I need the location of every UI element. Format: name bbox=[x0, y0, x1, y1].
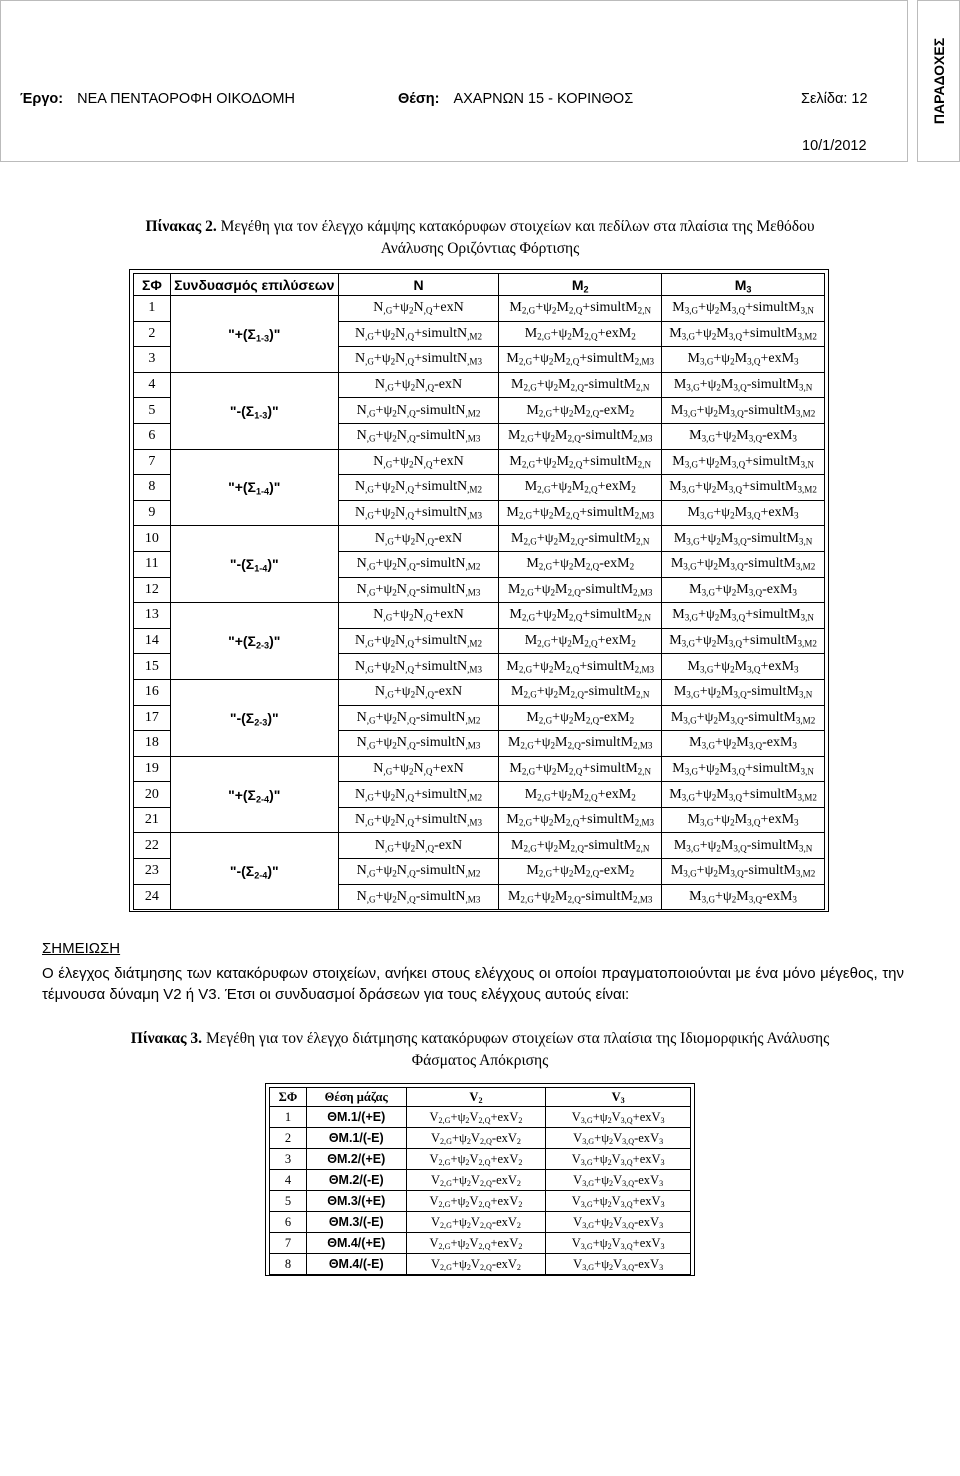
mass-position: ΘΜ.3/(-Ε) bbox=[306, 1212, 406, 1233]
table2-caption-line2: Ανάλυσης Οριζόντιας Φόρτισης bbox=[380, 240, 580, 257]
sf-number: 13 bbox=[134, 603, 171, 629]
mass-position: ΘΜ.4/(-Ε) bbox=[306, 1254, 406, 1275]
header-date: 10/1/2012 bbox=[802, 138, 867, 154]
sf-number: 8 bbox=[270, 1254, 307, 1275]
m2-formula: $M_{2,G}+\psi_2M_{2,Q}-simultM_{2,M3}$ bbox=[499, 731, 662, 757]
sf-number: 2 bbox=[270, 1128, 307, 1149]
n-formula: $N_{,G}+\psi_2N_{,Q}-simultN_{,M3}$ bbox=[338, 423, 499, 449]
sf-number: 1 bbox=[134, 296, 171, 322]
project-label: Έργο: bbox=[20, 91, 64, 107]
v2-formula: $V_{2,G}+\psi_2V_{2,Q}-exV_2$ bbox=[406, 1170, 546, 1191]
m2-formula: $M_{2,G}+\psi_2M_{2,Q}+exM_2$ bbox=[499, 321, 662, 347]
table2-row bbox=[134, 603, 825, 629]
combination-group: "$-(\Sigma_{1-4})$" bbox=[170, 526, 338, 603]
m3-formula: $M_{3,G}+\psi_2M_{3,Q}-simultM_{3,N}$ bbox=[662, 526, 825, 552]
m3-formula: $M_{3,G}+\psi_2M_{3,Q}+simultM_{3,N}$ bbox=[662, 449, 825, 475]
table2-row bbox=[134, 449, 825, 475]
mass-position: ΘΜ.3/(+Ε) bbox=[306, 1191, 406, 1212]
m3-formula: $M_{3,G}+\psi_2M_{3,Q}+simultM_{3,M2}$ bbox=[662, 475, 825, 501]
table2-row bbox=[134, 756, 825, 782]
project-value: ΝΕΑ ΠΕΝΤΑΟΡΟΦΗ ΟΙΚΟΔΟΜΗ bbox=[77, 91, 295, 107]
n-formula: $N_{,G}+\psi_2N_{,Q}+exN$ bbox=[338, 296, 499, 322]
n-formula: $N_{,G}+\psi_2N_{,Q}$-exN bbox=[338, 372, 499, 398]
v3-formula: $V_{3,G}+\psi_2V_{3,Q}+exV_3$ bbox=[546, 1233, 691, 1254]
combination-group: "$-(\Sigma_{2-3})$" bbox=[170, 679, 338, 756]
m3-formula: $M_{3,G}+\psi_2M_{3,Q}+exM_3$ bbox=[662, 654, 825, 680]
note-text: Ο έλεγχος διάτμησης των κατακόρυφων στοιχείων, ανήκει στους ελέγχους οι οποίοι πραγματοποιούνται με ένα μόνο μέγεθος, την τέμνουσα δύναμη V2 ή V3. Έτσι οι συνδυασμοί δράσεων για τους ελέγχους αυτούς είναι: bbox=[42, 965, 904, 1003]
m3-formula: $M_{3,G}+\psi_2M_{3,Q}+simultM_{3,N}$ bbox=[662, 756, 825, 782]
table3-caption-line1: Μεγέθη για τον έλεγχο διάτμησης κατακόρυφων στοιχείων στα πλαίσια της Ιδιομορφικής Ανάλυσης bbox=[202, 1030, 830, 1047]
combination-group: "$+(\Sigma_{1-4})$" bbox=[170, 449, 338, 526]
sf-number: 3 bbox=[270, 1149, 307, 1170]
n-formula: $N_{,G}+\psi_2N_{,Q}+simultN_{,M2}$ bbox=[338, 782, 499, 808]
m2-formula: $M_{2,G}+\psi_2M_{2,Q}+exM_2$ bbox=[499, 628, 662, 654]
m2-formula: $M_{2,G}+\psi_2M_{2,Q}-simultM_{2,M3}$ bbox=[499, 423, 662, 449]
location-field bbox=[398, 91, 633, 107]
n-formula: $N_{,G}+\psi_2N_{,Q}+exN$ bbox=[338, 603, 499, 629]
table3-row bbox=[270, 1233, 691, 1254]
n-formula: $N_{,G}+\psi_2N_{,Q}-simultN_{,M2}$ bbox=[338, 859, 499, 885]
table2-caption-label: Πίνακας 2. bbox=[145, 218, 217, 235]
n-formula: $N_{,G}+\psi_2N_{,Q}-simultN_{,M3}$ bbox=[338, 884, 499, 910]
m2-formula: $M_{2,G}+\psi_2M_{2,Q}-simultM_{2,N}$ bbox=[499, 372, 662, 398]
sf-number: 9 bbox=[134, 500, 171, 526]
n-formula: $N_{,G}+\psi_2N_{,Q}$-exN bbox=[338, 526, 499, 552]
location-label: Θέση: bbox=[398, 91, 440, 107]
table2-row bbox=[134, 372, 825, 398]
sf-number: 20 bbox=[134, 782, 171, 808]
m3-formula: $M_{3,G}+\psi_2M_{3,Q}-simultM_{3,N}$ bbox=[662, 372, 825, 398]
m3-formula: $M_{3,G}+\psi_2M_{3,Q}-simultM_{3,M2}$ bbox=[662, 398, 825, 424]
m3-formula: $M_{3,G}+\psi_2M_{3,Q}-exM_3$ bbox=[662, 577, 825, 603]
sf-number: 2 bbox=[134, 321, 171, 347]
note-title: ΣΗΜΕΙΩΣΗ bbox=[42, 940, 121, 957]
m3-formula: $M_{3,G}+\psi_2M_{3,Q}-simultM_{3,N}$ bbox=[662, 679, 825, 705]
table3-row bbox=[270, 1212, 691, 1233]
m2-formula: $M_{2,G}+\psi_2M_{2,Q}+simultM_{2,M3}$ bbox=[499, 807, 662, 833]
n-formula: $N_{,G}+\psi_2N_{,Q}+simultN_{,M2}$ bbox=[338, 475, 499, 501]
v2-formula: $V_{2,G}+\psi_2V_{2,Q}-exV_2$ bbox=[406, 1128, 546, 1149]
page-header bbox=[0, 0, 908, 162]
n-formula: $N_{,G}+\psi_2N_{,Q}+simultN_{,M3}$ bbox=[338, 347, 499, 373]
sf-number: 15 bbox=[134, 654, 171, 680]
combination-group: "$+(\Sigma_{2-3})$" bbox=[170, 603, 338, 680]
location-value: ΑΧΑΡΝΩΝ 15 - ΚΟΡΙΝΘΟΣ bbox=[453, 91, 634, 107]
sf-number: 14 bbox=[134, 628, 171, 654]
m2-formula: $M_{2,G}+\psi_2M_{2,Q}+simultM_{2,N}$ bbox=[499, 296, 662, 322]
mass-position: ΘΜ.1/(+Ε) bbox=[306, 1107, 406, 1128]
m2-formula: $M_{2,G}+\psi_2M_{2,Q}-simultM_{2,N}$ bbox=[499, 679, 662, 705]
m2-formula: $M_{2,G}+\psi_2M_{2,Q}+exM_2$ bbox=[499, 782, 662, 808]
combination-group: "$+(\Sigma_{2-4})$" bbox=[170, 756, 338, 833]
col-header-n: N bbox=[338, 274, 499, 296]
sf-number: 8 bbox=[134, 475, 171, 501]
m3-formula: $M_{3,G}+\psi_2M_{3,Q}+simultM_{3,M2}$ bbox=[662, 321, 825, 347]
table3-row bbox=[270, 1149, 691, 1170]
v3-formula: $V_{3,G}+\psi_2V_{3,Q}-exV_3$ bbox=[546, 1254, 691, 1275]
col-header-combination: Συνδυασμός επιλύσεων bbox=[170, 274, 338, 296]
m3-formula: $M_{3,G}+\psi_2M_{3,Q}-simultM_{3,M2}$ bbox=[662, 705, 825, 731]
table3-caption bbox=[0, 1030, 960, 1070]
m2-formula: $M_{2,G}+\psi_2M_{2,Q}+exM_2$ bbox=[499, 475, 662, 501]
note-body bbox=[42, 963, 904, 1005]
m3-formula: $M_{3,G}+\psi_2M_{3,Q}-exM_3$ bbox=[662, 423, 825, 449]
n-formula: $N_{,G}+\psi_2N_{,Q}-simultN_{,M3}$ bbox=[338, 577, 499, 603]
m2-formula: $M_{2,G}+\psi_2M_{2,Q}+simultM_{2,M3}$ bbox=[499, 347, 662, 373]
table3-caption-label: Πίνακας 3. bbox=[130, 1030, 203, 1047]
v2-formula: $V_{2,G}+\psi_2V_{2,Q}-exV_2$ bbox=[406, 1254, 546, 1275]
sf-number: 21 bbox=[134, 807, 171, 833]
v3-formula: $V_{3,G}+\psi_2V_{3,Q}-exV_3$ bbox=[546, 1212, 691, 1233]
m3-formula: $M_{3,G}+\psi_2M_{3,Q}-simultM_{3,N}$ bbox=[662, 833, 825, 859]
sf-number: 5 bbox=[270, 1191, 307, 1212]
m3-formula: $M_{3,G}+\psi_2M_{3,Q}+exM_3$ bbox=[662, 500, 825, 526]
m3-formula: $M_{3,G}+\psi_2M_{3,Q}+exM_3$ bbox=[662, 807, 825, 833]
table3-row bbox=[270, 1128, 691, 1149]
mass-position: ΘΜ.4/(+Ε) bbox=[306, 1233, 406, 1254]
n-formula: $N_{,G}+\psi_2N_{,Q}+simultN_{,M2}$ bbox=[338, 321, 499, 347]
sf-number: 3 bbox=[134, 347, 171, 373]
col-header-m3: $M_3$ bbox=[662, 274, 825, 296]
table2-row bbox=[134, 296, 825, 322]
m3-formula: $M_{3,G}+\psi_2M_{3,Q}-simultM_{3,M2}$ bbox=[662, 551, 825, 577]
n-formula: $N_{,G}+\psi_2N_{,Q}+simultN_{,M3}$ bbox=[338, 654, 499, 680]
sf-number: 16 bbox=[134, 679, 171, 705]
v2-formula: $V_{2,G}+\psi_2V_{2,Q}+exV_2$ bbox=[406, 1191, 546, 1212]
m2-formula: $M_{2,G}+\psi_2M_{2,Q}+simultM_{2,N}$ bbox=[499, 449, 662, 475]
sf-number: 11 bbox=[134, 551, 171, 577]
col-header-sf: ΣΦ bbox=[270, 1088, 307, 1107]
col-header-sf: ΣΦ bbox=[134, 274, 171, 296]
m2-formula: $M_{2,G}+\psi_2M_{2,Q}-exM_2$ bbox=[499, 551, 662, 577]
page-number: Σελίδα: 12 bbox=[801, 91, 868, 107]
table3-row bbox=[270, 1107, 691, 1128]
m3-formula: $M_{3,G}+\psi_2M_{3,Q}+exM_3$ bbox=[662, 347, 825, 373]
m3-formula: $M_{3,G}+\psi_2M_{3,Q}-simultM_{3,M2}$ bbox=[662, 859, 825, 885]
sf-number: 22 bbox=[134, 833, 171, 859]
n-formula: $N_{,G}+\psi_2N_{,Q}$-exN bbox=[338, 679, 499, 705]
v3-formula: $V_{3,G}+\psi_2V_{3,Q}+exV_3$ bbox=[546, 1149, 691, 1170]
n-formula: $N_{,G}+\psi_2N_{,Q}+exN$ bbox=[338, 756, 499, 782]
m2-formula: $M_{2,G}+\psi_2M_{2,Q}-simultM_{2,M3}$ bbox=[499, 884, 662, 910]
table2-row bbox=[134, 833, 825, 859]
table3-caption-line2: Φάσματος Απόκρισης bbox=[411, 1052, 549, 1069]
table3-header-row bbox=[270, 1088, 691, 1107]
col-header-v3: $V_3$ bbox=[546, 1088, 691, 1107]
table3-row bbox=[270, 1191, 691, 1212]
v3-formula: $V_{3,G}+\psi_2V_{3,Q}-exV_3$ bbox=[546, 1128, 691, 1149]
sf-number: 19 bbox=[134, 756, 171, 782]
n-formula: $N_{,G}+\psi_2N_{,Q}-simultN_{,M2}$ bbox=[338, 551, 499, 577]
v3-formula: $V_{3,G}+\psi_2V_{3,Q}+exV_3$ bbox=[546, 1191, 691, 1212]
combination-group: "$+(\Sigma_{1-3})$" bbox=[170, 296, 338, 373]
mass-position: ΘΜ.2/(-Ε) bbox=[306, 1170, 406, 1191]
n-formula: $N_{,G}+\psi_2N_{,Q}-simultN_{,M2}$ bbox=[338, 398, 499, 424]
sf-number: 4 bbox=[270, 1170, 307, 1191]
col-header-v2: $V_2$ bbox=[406, 1088, 546, 1107]
m3-formula: $M_{3,G}+\psi_2M_{3,Q}+simultM_{3,M2}$ bbox=[662, 628, 825, 654]
n-formula: $N_{,G}+\psi_2N_{,Q}$-exN bbox=[338, 833, 499, 859]
m2-formula: $M_{2,G}+\psi_2M_{2,Q}+simultM_{2,N}$ bbox=[499, 603, 662, 629]
table2-header-row bbox=[134, 274, 825, 296]
m2-formula: $M_{2,G}+\psi_2M_{2,Q}-simultM_{2,M3}$ bbox=[499, 577, 662, 603]
m3-formula: $M_{3,G}+\psi_2M_{3,Q}+simultM_{3,N}$ bbox=[662, 296, 825, 322]
mass-position: ΘΜ.1/(-Ε) bbox=[306, 1128, 406, 1149]
section-tab-label: ΠΑΡΑΔΟΧΕΣ bbox=[930, 37, 947, 125]
m3-formula: $M_{3,G}+\psi_2M_{3,Q}+simultM_{3,M2}$ bbox=[662, 782, 825, 808]
n-formula: $N_{,G}+\psi_2N_{,Q}-simultN_{,M3}$ bbox=[338, 731, 499, 757]
section-tab bbox=[917, 0, 960, 162]
m2-formula: $M_{2,G}+\psi_2M_{2,Q}+simultM_{2,N}$ bbox=[499, 756, 662, 782]
n-formula: $N_{,G}+\psi_2N_{,Q}+simultN_{,M3}$ bbox=[338, 807, 499, 833]
v2-formula: $V_{2,G}+\psi_2V_{2,Q}-exV_2$ bbox=[406, 1212, 546, 1233]
sf-number: 18 bbox=[134, 731, 171, 757]
m2-formula: $M_{2,G}+\psi_2M_{2,Q}-simultM_{2,N}$ bbox=[499, 526, 662, 552]
sf-number: 6 bbox=[134, 423, 171, 449]
m3-formula: $M_{3,G}+\psi_2M_{3,Q}-exM_3$ bbox=[662, 884, 825, 910]
sf-number: 17 bbox=[134, 705, 171, 731]
table2-caption-line1: Μεγέθη για τον έλεγχο κάμψης κατακόρυφων στοιχείων και πεδίλων στα πλαίσια της Μεθόδου bbox=[216, 218, 815, 235]
col-header-m2: $M_2$ bbox=[499, 274, 662, 296]
combination-group: "$-(\Sigma_{1-3})$" bbox=[170, 372, 338, 449]
table2 bbox=[133, 273, 825, 910]
v2-formula: $V_{2,G}+\psi_2V_{2,Q}+exV_2$ bbox=[406, 1149, 546, 1170]
sf-number: 6 bbox=[270, 1212, 307, 1233]
n-formula: $N_{,G}+\psi_2N_{,Q}+simultN_{,M2}$ bbox=[338, 628, 499, 654]
n-formula: $N_{,G}+\psi_2N_{,Q}-simultN_{,M2}$ bbox=[338, 705, 499, 731]
v3-formula: $V_{3,G}+\psi_2V_{3,Q}-exV_3$ bbox=[546, 1170, 691, 1191]
v3-formula: $V_{3,G}+\psi_2V_{3,Q}+exV_3$ bbox=[546, 1107, 691, 1128]
sf-number: 1 bbox=[270, 1107, 307, 1128]
table2-caption bbox=[0, 218, 960, 258]
mass-position: ΘΜ.2/(+Ε) bbox=[306, 1149, 406, 1170]
m3-formula: $M_{3,G}+\psi_2M_{3,Q}+simultM_{3,N}$ bbox=[662, 603, 825, 629]
table3 bbox=[269, 1087, 691, 1275]
table3-row bbox=[270, 1254, 691, 1275]
table2-row bbox=[134, 679, 825, 705]
sf-number: 23 bbox=[134, 859, 171, 885]
n-formula: $N_{,G}+\psi_2N_{,Q}+exN$ bbox=[338, 449, 499, 475]
v2-formula: $V_{2,G}+\psi_2V_{2,Q}+exV_2$ bbox=[406, 1107, 546, 1128]
sf-number: 7 bbox=[134, 449, 171, 475]
m2-formula: $M_{2,G}+\psi_2M_{2,Q}-exM_2$ bbox=[499, 705, 662, 731]
sf-number: 24 bbox=[134, 884, 171, 910]
m2-formula: $M_{2,G}+\psi_2M_{2,Q}-exM_2$ bbox=[499, 859, 662, 885]
v2-formula: $V_{2,G}+\psi_2V_{2,Q}+exV_2$ bbox=[406, 1233, 546, 1254]
combination-group: "$-(\Sigma_{2-4})$" bbox=[170, 833, 338, 910]
sf-number: 10 bbox=[134, 526, 171, 552]
project-field bbox=[20, 91, 295, 107]
n-formula: $N_{,G}+\psi_2N_{,Q}+simultN_{,M3}$ bbox=[338, 500, 499, 526]
sf-number: 7 bbox=[270, 1233, 307, 1254]
sf-number: 12 bbox=[134, 577, 171, 603]
m2-formula: $M_{2,G}+\psi_2M_{2,Q}+simultM_{2,M3}$ bbox=[499, 500, 662, 526]
sf-number: 5 bbox=[134, 398, 171, 424]
table3-row bbox=[270, 1170, 691, 1191]
col-header-mass-position: Θέση μάζας bbox=[306, 1088, 406, 1107]
m2-formula: $M_{2,G}+\psi_2M_{2,Q}-exM_2$ bbox=[499, 398, 662, 424]
m2-formula: $M_{2,G}+\psi_2M_{2,Q}-simultM_{2,N}$ bbox=[499, 833, 662, 859]
sf-number: 4 bbox=[134, 372, 171, 398]
m3-formula: $M_{3,G}+\psi_2M_{3,Q}-exM_3$ bbox=[662, 731, 825, 757]
table2-row bbox=[134, 526, 825, 552]
m2-formula: $M_{2,G}+\psi_2M_{2,Q}+simultM_{2,M3}$ bbox=[499, 654, 662, 680]
